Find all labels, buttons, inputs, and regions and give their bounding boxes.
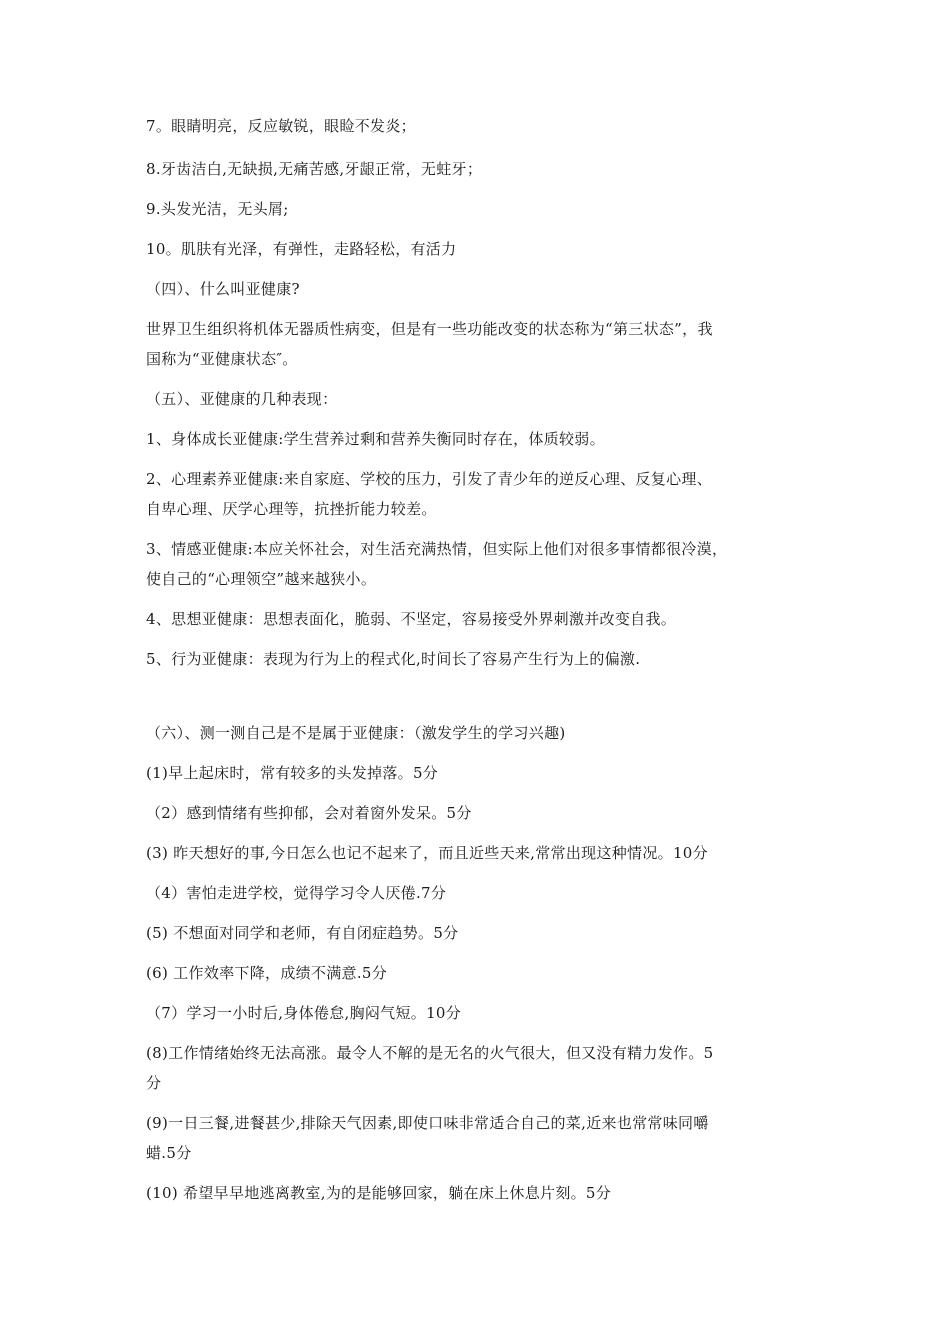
text-line: (8)工作情绪始终无法高涨。最令人不解的是无名的火气很大，但又没有精力发作。5 bbox=[146, 1044, 714, 1062]
text-line: (1)早上起床时，常有较多的头发掉落。5分 bbox=[146, 764, 439, 782]
text-line: 国称为“亚健康状态″。 bbox=[146, 350, 298, 368]
text-line: 10。肌肤有光泽，有弹性，走路轻松，有活力 bbox=[146, 240, 457, 258]
section-heading: （六）、测一测自己是不是属于亚健康：（激发学生的学习兴趣) bbox=[146, 724, 566, 742]
section-heading: （五）、亚健康的几种表现： bbox=[146, 390, 338, 408]
text-line: (6) 工作效率下降，成绩不满意.5分 bbox=[146, 964, 388, 982]
text-line: (3) 昨天想好的事,今日怎么也记不起来了，而且近些天来,常常出现这种情况。10分 bbox=[146, 844, 708, 862]
text-line: 9.头发光洁，无头屑; bbox=[146, 200, 289, 218]
section-heading: （四）、什么叫亚健康? bbox=[146, 280, 300, 298]
text-line: 4、思想亚健康：思想表面化，脆弱、不坚定，容易接受外界刺激并改变自我。 bbox=[146, 610, 677, 628]
text-line: 8.牙齿洁白,无缺损,无痛苦感,牙龈正常，无蛀牙； bbox=[146, 160, 483, 178]
text-line: (5) 不想面对同学和老师，有自闭症趋势。5分 bbox=[146, 924, 459, 942]
text-line: （4）害怕走进学校，觉得学习令人厌倦.7分 bbox=[146, 884, 447, 902]
text-line: 使自己的“心理领空”越来越狭小。 bbox=[146, 570, 377, 588]
text-line: (10) 希望早早地逃离教室,为的是能够回家，躺在床上休息片刻。5分 bbox=[146, 1184, 612, 1202]
text-line: 2、心理素养亚健康:来自家庭、学校的压力，引发了青少年的逆反心理、反复心理、 bbox=[146, 470, 713, 488]
text-line: (9)一日三餐,进餐甚少,排除天气因素,即使口味非常适合自己的菜,近来也常常味同嚼 bbox=[146, 1114, 709, 1132]
text-line: 蜡.5分 bbox=[146, 1144, 192, 1162]
text-line: 5、行为亚健康：表现为行为上的程式化,时间长了容易产生行为上的偏激. bbox=[146, 650, 641, 668]
text-line: 1、身体成长亚健康:学生营养过剩和营养失衡同时存在，体质较弱。 bbox=[146, 430, 605, 448]
text-line: 分 bbox=[146, 1074, 162, 1092]
text-line: （7）学习一小时后,身体倦怠,胸闷气短。10分 bbox=[146, 1004, 462, 1022]
text-line: 自卑心理、厌学心理等，抗挫折能力较差。 bbox=[146, 500, 437, 518]
text-line: （2）感到情绪有些抑郁，会对着窗外发呆。5分 bbox=[146, 804, 472, 822]
text-line: 7。眼睛明亮，反应敏锐，眼睑不发炎； bbox=[146, 117, 416, 135]
text-line: 世界卫生组织将机体无器质性病变，但是有一些功能改变的状态称为“第三状态”，我 bbox=[146, 320, 713, 338]
text-line: 3、情感亚健康:本应关怀社会，对生活充满热情，但实际上他们对很多事情都很冷漠， bbox=[146, 540, 728, 558]
